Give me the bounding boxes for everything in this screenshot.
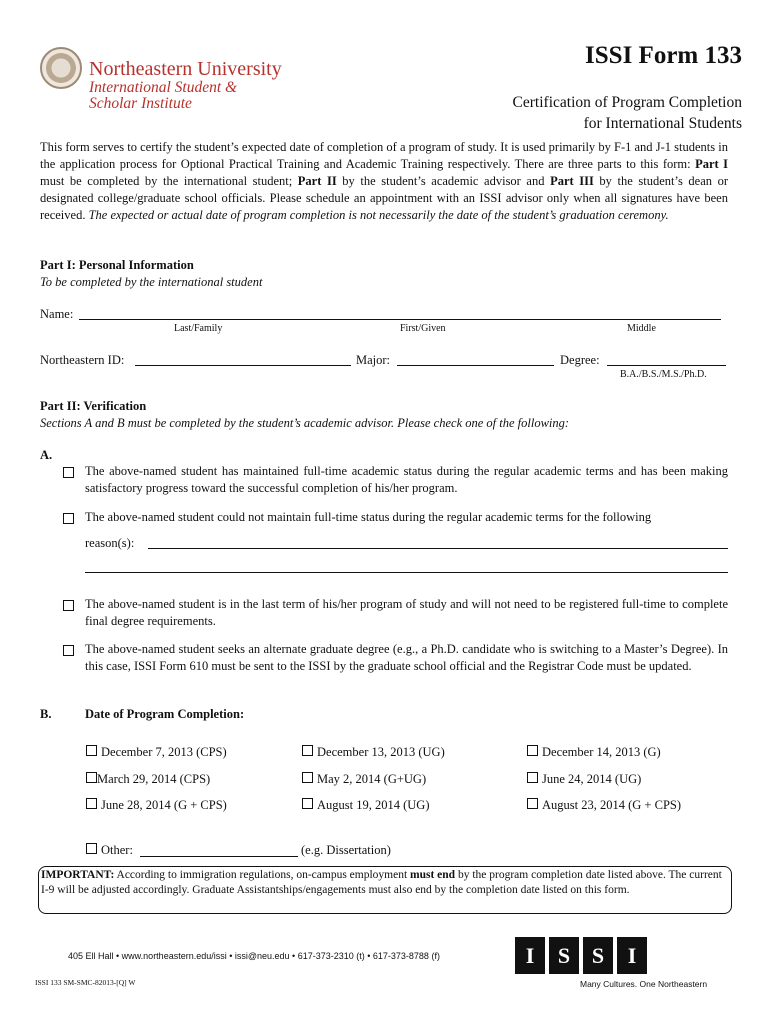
date-option[interactable] bbox=[527, 745, 661, 760]
reasons-field-line-1[interactable] bbox=[148, 536, 728, 549]
intro-text-4: by the student’s dean or designated college/graduate school officials. Please schedule an appointment with an ISSI advisor only when all signatures have been received. bbox=[40, 174, 728, 222]
option-1-text: The above-named student has maintained full-time academic status during the regular academic terms and has been making satisfactory progress toward the successful completion of his/her program. bbox=[85, 464, 728, 495]
intro-paragraph bbox=[40, 139, 728, 224]
date-label: May 2, 2014 (G+UG) bbox=[317, 772, 427, 786]
intro-part2: Part II bbox=[297, 174, 337, 188]
other-label: Other: bbox=[101, 843, 133, 857]
subtitle-line-1: Certification of Program Completion bbox=[512, 94, 742, 111]
important-label: IMPORTANT: bbox=[41, 869, 115, 881]
date-option[interactable] bbox=[86, 772, 210, 787]
option-1-checkbox[interactable] bbox=[63, 467, 74, 478]
degree-label: Degree: bbox=[560, 353, 600, 367]
name-sub-middle: Middle bbox=[627, 323, 656, 334]
section-a-label: A. bbox=[40, 448, 53, 462]
document-id: ISSI 133 SM-SMC-82013-[Q] W bbox=[35, 978, 136, 987]
institute-line-2: Scholar Institute bbox=[89, 95, 192, 112]
institute-name bbox=[89, 80, 237, 112]
date-option[interactable] bbox=[86, 798, 227, 813]
date-label: March 29, 2014 (CPS) bbox=[97, 772, 211, 786]
name-sub-last: Last/Family bbox=[174, 323, 223, 334]
checkbox[interactable] bbox=[86, 745, 97, 756]
important-must-end: must end bbox=[410, 869, 456, 881]
issi-logo-letter: S bbox=[549, 937, 579, 974]
date-option[interactable] bbox=[302, 745, 445, 760]
option-3-text: The above-named student is in the last term of his/her program of study and will not need to be registered full-time to complete final degree requirements. bbox=[85, 597, 728, 628]
checkbox[interactable] bbox=[527, 745, 538, 756]
checkbox[interactable] bbox=[302, 772, 313, 783]
checkbox[interactable] bbox=[86, 772, 97, 783]
id-label: Northeastern ID: bbox=[40, 353, 125, 367]
institute-line-1: International Student & bbox=[89, 79, 238, 96]
date-option[interactable] bbox=[302, 772, 426, 787]
date-label: December 14, 2013 (G) bbox=[542, 745, 661, 759]
option-2-text: The above-named student could not maintain full-time status during the regular academic terms for the following bbox=[85, 510, 652, 524]
checkbox[interactable] bbox=[302, 745, 313, 756]
option-2-checkbox[interactable] bbox=[63, 513, 74, 524]
important-text-1: According to immigration regulations, on-campus employment bbox=[114, 869, 411, 881]
important-notice bbox=[38, 866, 732, 914]
date-label: August 19, 2014 (UG) bbox=[317, 798, 430, 812]
form-title: ISSI Form 133 bbox=[585, 42, 742, 69]
university-name: Northeastern University bbox=[89, 58, 282, 80]
date-label: June 24, 2014 (UG) bbox=[542, 772, 642, 786]
dates-heading: Date of Program Completion: bbox=[85, 707, 245, 721]
id-field[interactable] bbox=[135, 353, 351, 366]
date-option-other[interactable] bbox=[86, 843, 133, 858]
option-4-text: The above-named student seeks an alternate graduate degree (e.g., a Ph.D. candidate who is switching to a Master’s Degree). In this case, ISSI Form 610 must be sent to the ISSI by the graduate school official and the Registrar Code must be updated. bbox=[85, 642, 728, 673]
date-option[interactable] bbox=[86, 745, 227, 760]
section-b-label: B. bbox=[40, 707, 52, 721]
reasons-label: reason(s): bbox=[85, 536, 135, 550]
intro-part1: Part I bbox=[695, 157, 728, 171]
reasons-field-line-2[interactable] bbox=[85, 560, 728, 573]
intro-italic-note: The expected or actual date of program completion is not necessarily the date of the student’s graduation ceremony. bbox=[88, 208, 669, 222]
other-hint: (e.g. Dissertation) bbox=[301, 843, 391, 857]
checkbox[interactable] bbox=[527, 798, 538, 809]
date-label: June 28, 2014 (G + CPS) bbox=[101, 798, 227, 812]
intro-text-2: must be completed by the international student; bbox=[40, 174, 298, 188]
checkbox[interactable] bbox=[86, 843, 97, 854]
subtitle-line-2: for International Students bbox=[583, 115, 742, 132]
date-label: December 7, 2013 (CPS) bbox=[101, 745, 227, 759]
issi-logo-letter: S bbox=[583, 937, 613, 974]
checkbox[interactable] bbox=[527, 772, 538, 783]
degree-field[interactable] bbox=[607, 353, 726, 366]
name-label: Name: bbox=[40, 307, 74, 321]
date-option[interactable] bbox=[527, 772, 641, 787]
part1-heading: Part I: Personal Information bbox=[40, 258, 194, 272]
checkbox[interactable] bbox=[302, 798, 313, 809]
name-sub-first: First/Given bbox=[400, 323, 446, 334]
intro-part3: Part III bbox=[550, 174, 594, 188]
option-3-checkbox[interactable] bbox=[63, 600, 74, 611]
option-4-checkbox[interactable] bbox=[63, 645, 74, 656]
part1-instruction: To be completed by the international student bbox=[40, 275, 263, 289]
date-option[interactable] bbox=[527, 798, 681, 813]
part2-heading: Part II: Verification bbox=[40, 399, 147, 413]
form-subtitle bbox=[422, 92, 742, 134]
major-label: Major: bbox=[356, 353, 391, 367]
part2-instruction: Sections A and B must be completed by the student’s academic advisor. Please check one of the following: bbox=[40, 416, 570, 430]
university-seal-logo bbox=[40, 47, 82, 89]
important-text-2: by the program completion date listed above. The current I-9 will be adjusted accordingly. Graduate Assistantships/engagements must also end by the completion date listed on this form. bbox=[41, 869, 722, 896]
issi-logo-letter: I bbox=[617, 937, 647, 974]
intro-text-1: This form serves to certify the student’s expected date of completion of a program of study. It is used primarily by F-1 and J-1 students in the application process for Optional Practical Training and Academic Training respectively. There are three parts to this form: bbox=[40, 140, 728, 171]
major-field[interactable] bbox=[397, 353, 554, 366]
date-label: August 23, 2014 (G + CPS) bbox=[542, 798, 682, 812]
issi-logo bbox=[515, 937, 647, 974]
date-label: December 13, 2013 (UG) bbox=[317, 745, 445, 759]
degree-hint: B.A./B.S./M.S./Ph.D. bbox=[620, 369, 707, 380]
date-option[interactable] bbox=[302, 798, 430, 813]
checkbox[interactable] bbox=[86, 798, 97, 809]
name-field[interactable] bbox=[79, 307, 721, 320]
issi-tagline: Many Cultures. One Northeastern bbox=[580, 979, 708, 989]
other-field[interactable] bbox=[140, 844, 298, 857]
intro-text-3: by the student’s academic advisor and bbox=[336, 174, 551, 188]
issi-logo-letter: I bbox=[515, 937, 545, 974]
footer-contact: 405 Ell Hall • www.northeastern.edu/issi • issi@neu.edu • 617-373-2310 (t) • 617-373-8788 (f) bbox=[68, 951, 440, 961]
